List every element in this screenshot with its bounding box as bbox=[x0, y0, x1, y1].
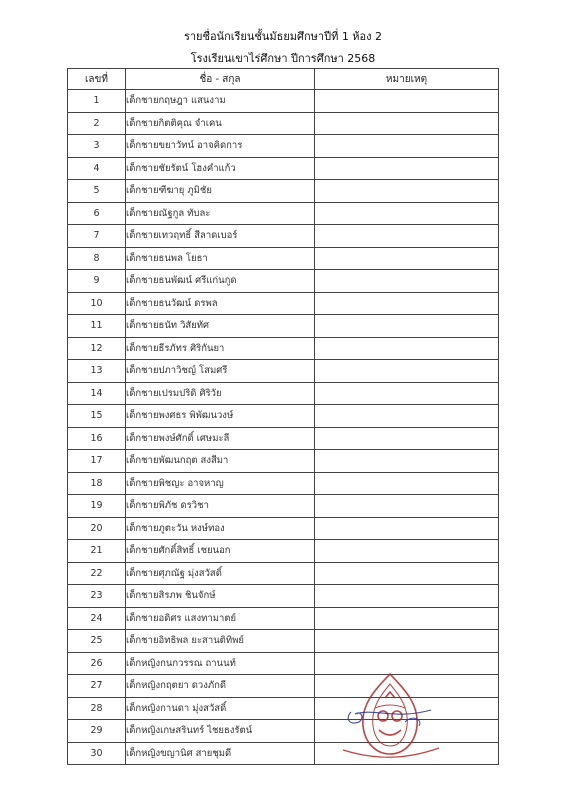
student-note bbox=[315, 315, 499, 338]
student-number: 3 bbox=[68, 135, 126, 158]
student-number: 4 bbox=[68, 157, 126, 180]
table-row bbox=[68, 427, 499, 450]
table-row bbox=[68, 135, 499, 158]
student-name: เด็กชายพิภัช ดรวิชา bbox=[126, 495, 315, 518]
student-name: เด็กชายขยาวัทน์ อาจคิดการ bbox=[126, 135, 315, 158]
student-name: เด็กชายธนพัฒน์ ศรีแก่นกูด bbox=[126, 270, 315, 293]
student-number: 1 bbox=[68, 90, 126, 113]
table-row bbox=[68, 585, 499, 608]
table-row bbox=[68, 495, 499, 518]
student-name: เด็กชายกฤษฎา แสนงาม bbox=[126, 90, 315, 113]
student-number: 5 bbox=[68, 180, 126, 203]
student-name: เด็กชายพงษ์ศักดิ์ เศษมะลี bbox=[126, 427, 315, 450]
student-number: 9 bbox=[68, 270, 126, 293]
table-row bbox=[68, 270, 499, 293]
student-number: 11 bbox=[68, 315, 126, 338]
student-number: 24 bbox=[68, 607, 126, 630]
student-note bbox=[315, 360, 499, 383]
student-name: เด็กชายภูตะวัน หงษ์ทอง bbox=[126, 517, 315, 540]
student-name: เด็กชายอิทธิพล ยะสานติทิพย์ bbox=[126, 630, 315, 653]
student-number: 22 bbox=[68, 562, 126, 585]
table-row bbox=[68, 607, 499, 630]
table-row bbox=[68, 450, 499, 473]
student-number: 19 bbox=[68, 495, 126, 518]
student-note bbox=[315, 405, 499, 428]
student-number: 21 bbox=[68, 540, 126, 563]
student-note bbox=[315, 180, 499, 203]
student-note bbox=[315, 337, 499, 360]
student-number: 26 bbox=[68, 652, 126, 675]
student-note bbox=[315, 270, 499, 293]
student-name: เด็กชายชัยรัตน์ โฮงคำแก้ว bbox=[126, 157, 315, 180]
document-subtitle: โรงเรียนเขาไร่ศึกษา ปีการศึกษา 2568 bbox=[190, 52, 376, 65]
student-number: 17 bbox=[68, 450, 126, 473]
student-name: เด็กชายเทวฤทธิ์ สีลาดเบอร์ bbox=[126, 225, 315, 248]
student-name: เด็กหญิงเกษสรินทร์ ไชยธงรัตน์ bbox=[126, 720, 315, 743]
table-row bbox=[68, 472, 499, 495]
student-number: 15 bbox=[68, 405, 126, 428]
table-row bbox=[68, 180, 499, 203]
student-roster-table bbox=[67, 68, 499, 765]
student-note bbox=[315, 495, 499, 518]
student-name: เด็กชายธนวัฒน์ ดรพล bbox=[126, 292, 315, 315]
table-row bbox=[68, 90, 499, 113]
student-note bbox=[315, 225, 499, 248]
table-row bbox=[68, 360, 499, 383]
student-note bbox=[315, 585, 499, 608]
student-name: เด็กหญิงกานดา มุ่งสวัสดิ์ bbox=[126, 697, 315, 720]
table-row bbox=[68, 562, 499, 585]
student-name: เด็กชายธนพล โยธา bbox=[126, 247, 315, 270]
header-note: หมายเหตุ bbox=[315, 69, 499, 90]
school-seal-stamp bbox=[335, 668, 445, 768]
student-note bbox=[315, 540, 499, 563]
table-row bbox=[68, 315, 499, 338]
student-number: 10 bbox=[68, 292, 126, 315]
table-header-row bbox=[68, 69, 499, 90]
student-note bbox=[315, 382, 499, 405]
student-number: 14 bbox=[68, 382, 126, 405]
student-note bbox=[315, 450, 499, 473]
student-name: เด็กชายปภาวิชญ์ โสมศรี bbox=[126, 360, 315, 383]
table-row bbox=[68, 405, 499, 428]
student-name: เด็กหญิงกนกวรรณ ถานนท์ bbox=[126, 652, 315, 675]
student-name: เด็กชายอดิศร แสงทามาตย์ bbox=[126, 607, 315, 630]
student-name: เด็กชายณัฐกูล ทับละ bbox=[126, 202, 315, 225]
student-name: เด็กชายพงศธร พิพัฒนวงษ์ bbox=[126, 405, 315, 428]
student-number: 2 bbox=[68, 112, 126, 135]
student-name: เด็กชายพิชญะ อาจหาญ bbox=[126, 472, 315, 495]
table-row bbox=[68, 292, 499, 315]
table-row bbox=[68, 382, 499, 405]
student-note bbox=[315, 90, 499, 113]
student-number: 16 bbox=[68, 427, 126, 450]
student-note bbox=[315, 517, 499, 540]
student-name: เด็กชายกิตติคุณ จำเคน bbox=[126, 112, 315, 135]
student-note bbox=[315, 427, 499, 450]
student-name: เด็กหญิงกฤตยา ดวงภักดี bbox=[126, 675, 315, 698]
table-row bbox=[68, 247, 499, 270]
table-row bbox=[68, 157, 499, 180]
student-number: 8 bbox=[68, 247, 126, 270]
student-note bbox=[315, 562, 499, 585]
table-row bbox=[68, 202, 499, 225]
student-name: เด็กชายธนัท วิสัยทัศ bbox=[126, 315, 315, 338]
student-name: เด็กหญิงขญานิศ สายชุมดี bbox=[126, 742, 315, 765]
student-name: เด็กชายพัฒนกฤต สงสีมา bbox=[126, 450, 315, 473]
table-row bbox=[68, 337, 499, 360]
table-row bbox=[68, 225, 499, 248]
student-number: 28 bbox=[68, 697, 126, 720]
student-number: 20 bbox=[68, 517, 126, 540]
header-no: เลขที่ bbox=[68, 69, 126, 90]
student-note bbox=[315, 607, 499, 630]
student-number: 27 bbox=[68, 675, 126, 698]
document-title: รายชื่อนักเรียนชั้นมัธยมศึกษาปีที่ 1 ห้อง 2 bbox=[183, 30, 383, 43]
student-note bbox=[315, 630, 499, 653]
student-note bbox=[315, 202, 499, 225]
student-note bbox=[315, 292, 499, 315]
student-number: 7 bbox=[68, 225, 126, 248]
table-row bbox=[68, 630, 499, 653]
student-name: เด็กชายศุภณัฐ มุ่งสวัสดิ์ bbox=[126, 562, 315, 585]
student-name: เด็กชายธีรภัทร ศิริกันยา bbox=[126, 337, 315, 360]
table-row bbox=[68, 112, 499, 135]
student-note bbox=[315, 247, 499, 270]
student-name: เด็กชายฑีฆายุ ภูมิชัย bbox=[126, 180, 315, 203]
student-number: 25 bbox=[68, 630, 126, 653]
student-name: เด็กชายศักดิ์สิทธิ์ เชยนอก bbox=[126, 540, 315, 563]
student-note bbox=[315, 112, 499, 135]
table-row bbox=[68, 540, 499, 563]
table-row bbox=[68, 517, 499, 540]
student-number: 12 bbox=[68, 337, 126, 360]
student-number: 29 bbox=[68, 720, 126, 743]
student-name: เด็กชายสิรภพ ชินจักษ์ bbox=[126, 585, 315, 608]
header-name: ชื่อ - สกุล bbox=[126, 69, 315, 90]
student-number: 18 bbox=[68, 472, 126, 495]
table-body bbox=[68, 90, 499, 765]
student-note bbox=[315, 472, 499, 495]
student-name: เด็กชายเปรมปริดิ ศิริวัย bbox=[126, 382, 315, 405]
student-number: 30 bbox=[68, 742, 126, 765]
student-number: 23 bbox=[68, 585, 126, 608]
student-note bbox=[315, 157, 499, 180]
student-number: 13 bbox=[68, 360, 126, 383]
student-note bbox=[315, 135, 499, 158]
student-number: 6 bbox=[68, 202, 126, 225]
